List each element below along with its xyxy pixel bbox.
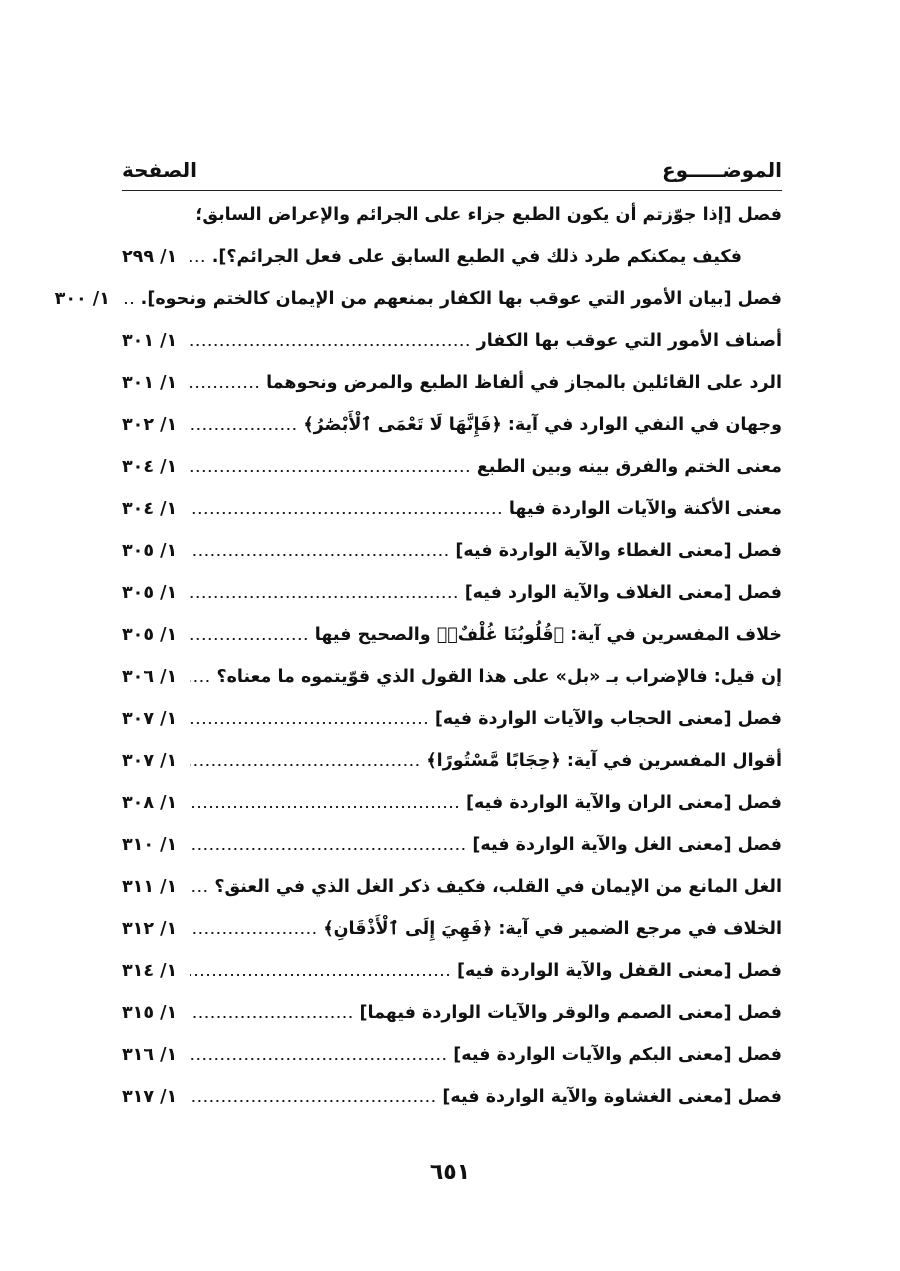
dot-leader [190, 764, 420, 766]
toc-entry-page: ١/ ٣١٥ [122, 1003, 178, 1023]
toc-entry-title: فصل [معنى البكم والآيات الواردة فيه] [453, 1045, 782, 1065]
toc-header [122, 152, 782, 188]
toc-entry-page: ١/ ٣٠٠ [54, 289, 110, 309]
dot-leader [190, 974, 451, 976]
toc-entry [122, 320, 782, 362]
dot-leader [190, 1058, 447, 1060]
toc-entry-page: ١/ ٣٠٤ [122, 457, 178, 477]
dot-leader [190, 1100, 436, 1102]
toc-entry-page: ١/ ٣٠٧ [122, 709, 178, 729]
page-column-heading: الصفحة [122, 158, 198, 182]
toc-entry [122, 656, 782, 698]
toc-entry-page: ١/ ٣١١ [122, 877, 178, 897]
dot-leader [190, 638, 309, 640]
toc-entry [122, 866, 782, 908]
toc-entry [122, 488, 782, 530]
toc-entry [122, 740, 782, 782]
toc-entry-page: ١/ ٣١٦ [122, 1045, 178, 1065]
toc-entry-page: ١/ ٣١٧ [122, 1087, 178, 1107]
toc-entry-title: فصل [معنى الران والآية الواردة فيه] [466, 793, 782, 813]
toc-entry-page: ١/ ٣٠١ [122, 373, 178, 393]
toc-entry-title: أقوال المفسرين في آية: ﴿حِجَابًا مَّسْتُورًا﴾ [426, 751, 782, 771]
toc-entry-title: الغل المانع من الإيمان في القلب، فكيف ذكر الغل الذي في العنق؟ [214, 877, 782, 897]
dot-leader [190, 512, 503, 514]
dot-leader [190, 890, 208, 892]
toc-entry-page: ١/ ٣١٠ [122, 835, 178, 855]
toc-entry-page: ١/ ٣٠٥ [122, 625, 178, 645]
toc-entry-title: فصل [معنى الغلاف والآية الوارد فيه] [464, 583, 782, 603]
toc-entry [122, 404, 782, 446]
toc-entry-page: ١/ ٣١٢ [122, 919, 178, 939]
toc-entry-title: وجهان في النفي الوارد في آية: ﴿فَإِنَّهَا لَا تَعْمَى ٱلْأَبْصَٰرُ﴾ [303, 415, 782, 435]
dot-leader [190, 806, 460, 808]
toc-entry-page: ١/ ٣٠٥ [122, 541, 178, 561]
toc-entry-title: فصل [معنى الحجاب والآيات الواردة فيه] [434, 709, 782, 729]
toc-entry-title: فصل [معنى الغل والآية الواردة فيه] [472, 835, 782, 855]
dot-leader [190, 554, 449, 556]
toc-entry [54, 278, 782, 320]
toc-entry [122, 1076, 782, 1118]
dot-leader [190, 680, 210, 682]
toc-entry [122, 362, 782, 404]
topic-column-heading: الموضـــــوع [661, 158, 782, 182]
toc-entry-title: فصل [معنى القفل والآية الواردة فيه] [457, 961, 782, 981]
toc-entry-title: أصناف الأمور التي عوقب بها الكفار [476, 331, 782, 351]
toc-entry-title: فصل [معنى الصمم والوقر والآيات الواردة فيهما] [359, 1003, 782, 1023]
toc-entry [122, 530, 782, 572]
toc-entry-title: فكيف يمكنكم طرد ذلك في الطبع السابق على فعل الجرائم؟]. [211, 247, 742, 267]
dot-leader [190, 932, 317, 934]
toc-entry-page: ١/ ٣٠٨ [122, 793, 178, 813]
toc-entry-title: معنى الختم والفرق بينه وبين الطبع [476, 457, 782, 477]
dot-leader [123, 302, 135, 304]
toc-entry [122, 446, 782, 488]
toc-entry [122, 572, 782, 614]
toc-entry-title: فصل [بيان الأمور التي عوقب بها الكفار بمنعهم من الإيمان كالختم ونحوه]. [140, 289, 782, 309]
toc-entry-page: ١/ ٣٠٧ [122, 751, 178, 771]
toc-entry [122, 950, 782, 992]
toc-list [54, 194, 782, 1118]
toc-entry-title: فصل [معنى الغشاوة والآية الواردة فيه] [442, 1087, 782, 1107]
toc-entry-page: ١/ ٣٠١ [122, 331, 178, 351]
toc-entry-page: ١/ ٣٠٦ [122, 667, 178, 687]
toc-entry [122, 1034, 782, 1076]
toc-entry [122, 782, 782, 824]
toc-entry-title: خلاف المفسرين في آية: ﴿قُلُوبُنَا غُلْفٌۢ﴾ والصحيح فيها [314, 625, 782, 645]
toc-entry [122, 992, 782, 1034]
page-number: ٦٥١ [429, 1160, 471, 1185]
toc-entry-title: إن قيل: فالإضراب بـ «بل» على هذا القول الذي قوّيتموه ما معناه؟ [216, 667, 782, 687]
toc-entry [122, 908, 782, 950]
toc-entry-title: الخلاف في مرجع الضمير في آية: ﴿فَهِيَ إِلَى ٱلْأَذْقَانِ﴾ [323, 919, 782, 939]
dot-leader [190, 428, 297, 430]
dot-leader [190, 386, 260, 388]
toc-entry-title: معنى الأكنة والآيات الواردة فيها [508, 499, 782, 519]
toc-entry-page: ١/ ٣٠٥ [122, 583, 178, 603]
header-rule [122, 190, 782, 191]
toc-entry [122, 614, 782, 656]
toc-entry-page: ١/ ٣٠٤ [122, 499, 178, 519]
toc-entry-title: الرد على القائلين بالمجاز في ألفاظ الطبع والمرض ونحوهما [266, 373, 782, 393]
toc-entry-title: فصل [إذا جوّزتم أن يكون الطبع جزاء على الجرائم والإعراض السابق؛ [195, 205, 782, 225]
dot-leader [190, 344, 471, 346]
toc-entry [122, 824, 782, 866]
toc-entry-page: ١/ ٢٩٩ [122, 247, 178, 267]
dot-leader [190, 848, 466, 850]
dot-leader [190, 1016, 354, 1018]
dot-leader [190, 722, 429, 724]
toc-entry [122, 698, 782, 740]
toc-entry-title: فصل [معنى الغطاء والآية الواردة فيه] [455, 541, 782, 561]
toc-entry-page: ١/ ٣٠٢ [122, 415, 178, 435]
dot-leader [190, 470, 471, 472]
toc-entry [122, 194, 782, 236]
toc-entry [122, 236, 782, 278]
dot-leader [190, 260, 206, 262]
dot-leader [190, 596, 459, 598]
toc-entry-page: ١/ ٣١٤ [122, 961, 178, 981]
